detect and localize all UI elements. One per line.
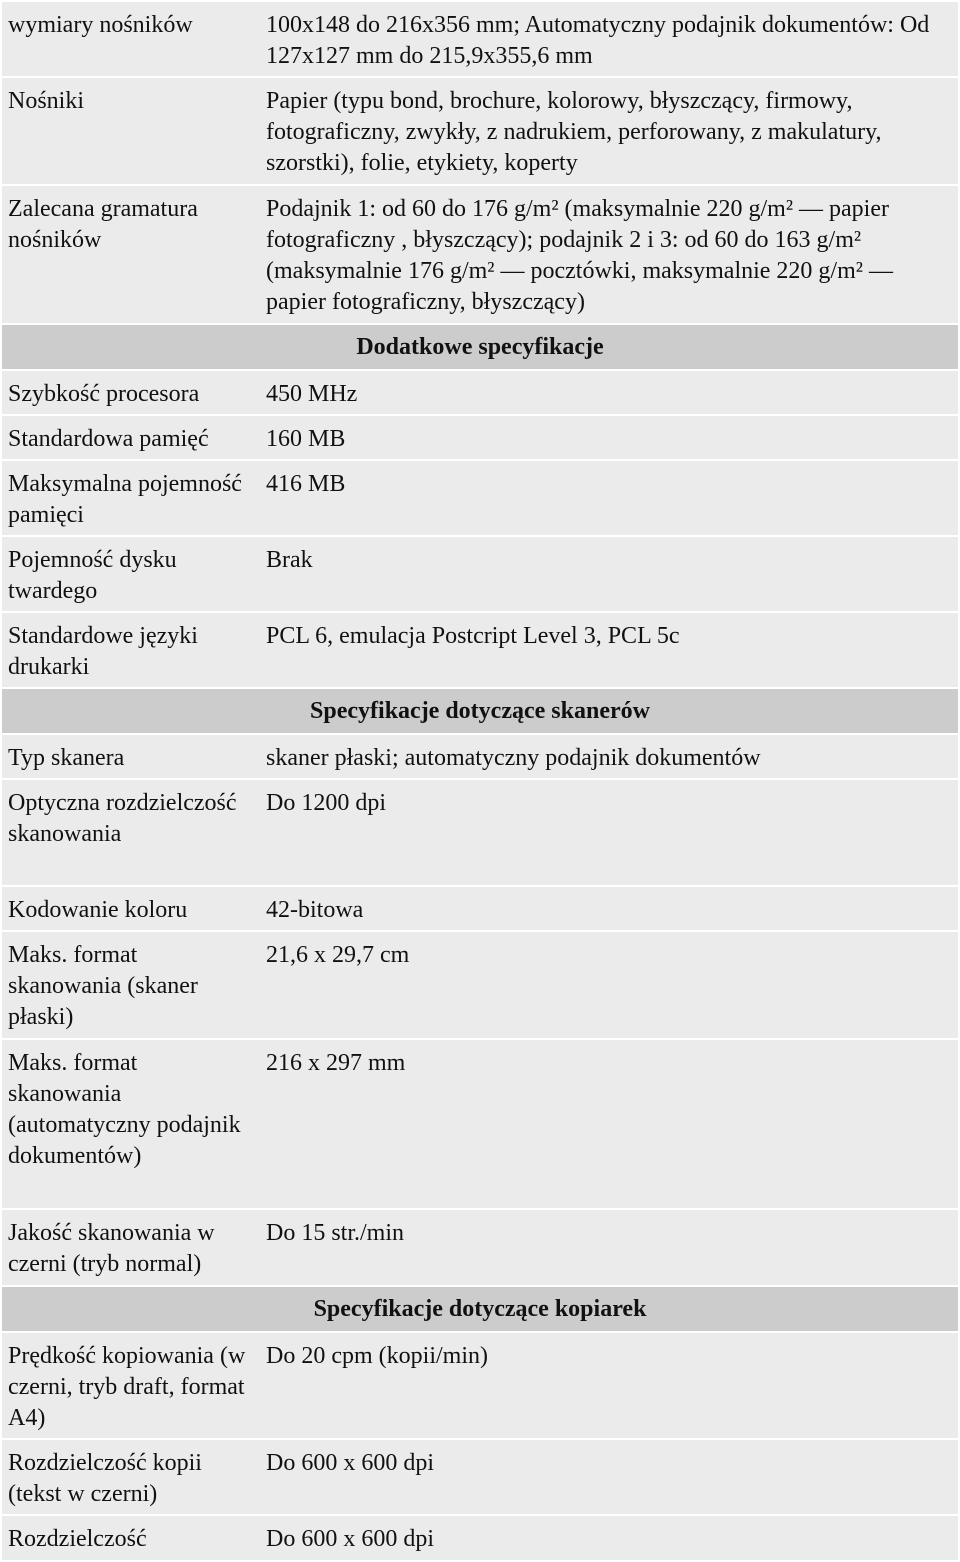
spec-row <box>2 1516 958 1562</box>
spec-value: Do 20 cpm (kopii/min) <box>256 1333 958 1440</box>
spec-row <box>2 1210 958 1287</box>
spec-row <box>2 1040 958 1210</box>
spec-value: Brak <box>256 537 958 613</box>
spec-label: Typ skanera <box>2 735 256 780</box>
spec-row <box>2 735 958 780</box>
spec-row <box>2 887 958 932</box>
spec-label: Optyczna rozdzielczość skanowania <box>2 780 256 887</box>
spec-value: 42-bitowa <box>256 887 958 932</box>
spec-row <box>2 1440 958 1516</box>
spec-value: 100x148 do 216x356 mm; Automatyczny podajnik dokumentów: Od 127x127 mm do 215,9x355,6 mm <box>256 2 958 78</box>
spec-row <box>2 932 958 1040</box>
spec-label: Szybkość procesora <box>2 371 256 416</box>
spec-row <box>2 186 958 325</box>
spec-value: Podajnik 1: od 60 do 176 g/m² (maksymalnie 220 g/m² — papier fotograficzny , błyszczący); podajnik 2 i 3: od 60 do 163 g/m² (maksymalnie 176 g/m² — pocztówki, maksymalnie 220 g/m² — papier fotograficzny, błyszczący) <box>256 186 958 325</box>
spec-label: Rozdzielczość kopii (tekst w czerni) <box>2 1440 256 1516</box>
section-header <box>2 325 958 371</box>
spec-label: Maksymalna pojemność pamięci <box>2 461 256 537</box>
spec-label: Maks. format skanowania (automatyczny podajnik dokumentów) <box>2 1040 256 1210</box>
spec-value: Do 15 str./min <box>256 1210 958 1287</box>
spec-row <box>2 613 958 689</box>
spec-row <box>2 78 958 186</box>
section-title: Specyfikacje dotyczące kopiarek <box>2 1287 958 1333</box>
spec-label: Standardowe języki drukarki <box>2 613 256 689</box>
spec-row <box>2 780 958 887</box>
spec-value: 216 x 297 mm <box>256 1040 958 1210</box>
spec-label: Prędkość kopiowania (w czerni, tryb draft, format A4) <box>2 1333 256 1440</box>
spec-value: PCL 6, emulacja Postcript Level 3, PCL 5c <box>256 613 958 689</box>
spec-value: Do 1200 dpi <box>256 780 958 887</box>
spec-value: 416 MB <box>256 461 958 537</box>
spec-label: Jakość skanowania w czerni (tryb normal) <box>2 1210 256 1287</box>
spec-label: wymiary nośników <box>2 2 256 78</box>
spec-label: Zalecana gramatura nośników <box>2 186 256 325</box>
spec-value: Papier (typu bond, brochure, kolorowy, błyszczący, firmowy, fotograficzny, zwykły, z nadrukiem, perforowany, z makulatury, szorstki), folie, etykiety, koperty <box>256 78 958 186</box>
spec-label: Pojemność dysku twardego <box>2 537 256 613</box>
section-title: Dodatkowe specyfikacje <box>2 325 958 371</box>
spec-table <box>2 2 958 1562</box>
spec-row <box>2 416 958 461</box>
spec-value: skaner płaski; automatyczny podajnik dokumentów <box>256 735 958 780</box>
spec-value: 450 MHz <box>256 371 958 416</box>
spec-label: Maks. format skanowania (skaner płaski) <box>2 932 256 1040</box>
spec-value: 160 MB <box>256 416 958 461</box>
spec-row <box>2 461 958 537</box>
section-header <box>2 689 958 735</box>
spec-row <box>2 537 958 613</box>
spec-value: 21,6 x 29,7 cm <box>256 932 958 1040</box>
spec-row <box>2 2 958 78</box>
spec-value: Do 600 x 600 dpi <box>256 1440 958 1516</box>
spec-label: Kodowanie koloru <box>2 887 256 932</box>
spec-label: Standardowa pamięć <box>2 416 256 461</box>
spec-value: Do 600 x 600 dpi <box>256 1516 958 1562</box>
spec-label: Nośniki <box>2 78 256 186</box>
section-title: Specyfikacje dotyczące skanerów <box>2 689 958 735</box>
section-header <box>2 1287 958 1333</box>
spec-row <box>2 1333 958 1440</box>
spec-row <box>2 371 958 416</box>
spec-label: Rozdzielczość <box>2 1516 256 1562</box>
